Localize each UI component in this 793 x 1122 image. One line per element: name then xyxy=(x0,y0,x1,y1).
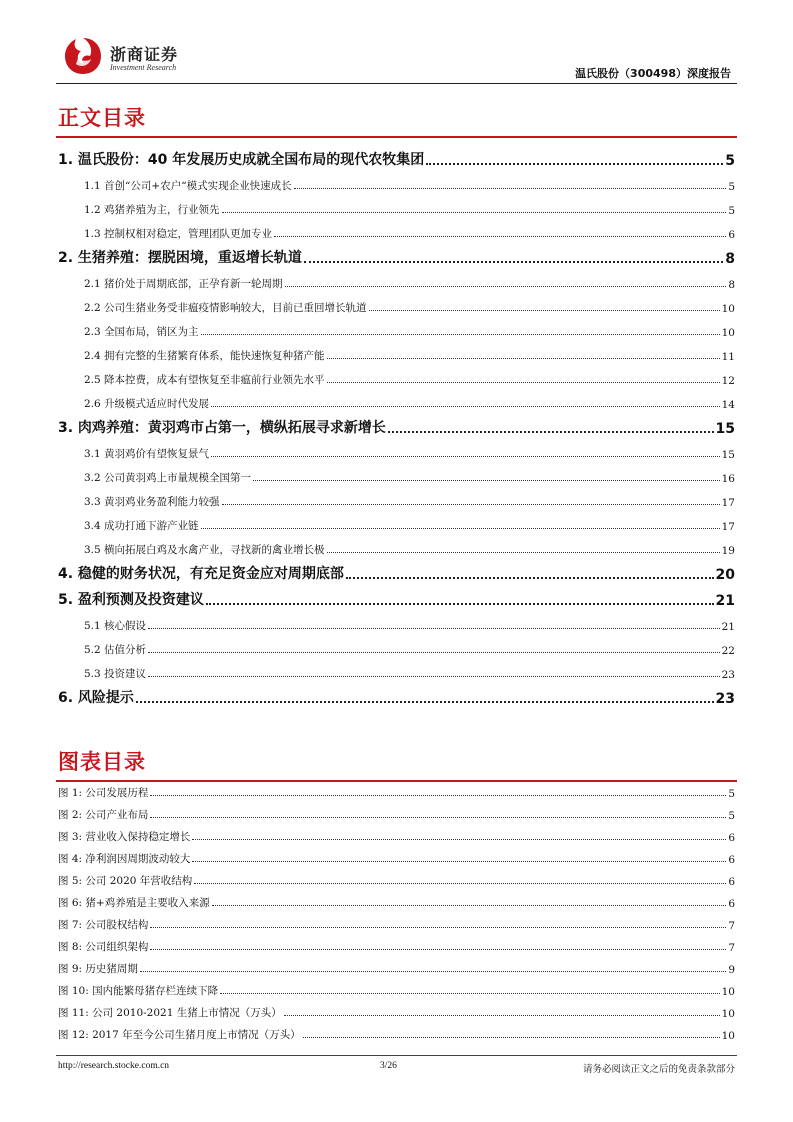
toc-entry-text: 2.6 升级模式适应时代发展 xyxy=(84,398,210,410)
toc-entry-text: 3.1 黄羽鸡价有望恢复景气 xyxy=(84,448,210,460)
figure-entry[interactable] xyxy=(58,958,735,976)
dot-leader xyxy=(192,839,726,840)
toc-entry-text: 5.1 核心假设 xyxy=(84,620,147,632)
toc-entry-page: 10 xyxy=(721,303,735,315)
figure-entry-page: 10 xyxy=(721,1030,735,1042)
figure-entry-page: 6 xyxy=(728,898,735,910)
toc-entry-page: 21 xyxy=(715,593,735,609)
figure-entry[interactable] xyxy=(58,980,735,998)
dot-leader xyxy=(206,603,714,605)
toc-entry-text: 1.3 控制权相对稳定，管理团队更加专业 xyxy=(84,228,273,240)
figures-title: 图表目录 xyxy=(58,750,146,774)
figure-entry[interactable] xyxy=(58,804,735,822)
toc-entry-page: 17 xyxy=(721,521,735,533)
toc-entry[interactable] xyxy=(58,591,735,609)
figure-entry[interactable] xyxy=(58,914,735,932)
toc-entry[interactable] xyxy=(84,297,735,315)
dot-leader xyxy=(304,261,723,263)
dot-leader xyxy=(211,456,720,457)
dot-leader xyxy=(201,334,720,335)
toc-entry[interactable] xyxy=(84,321,735,339)
footer-url[interactable]: http://research.stocke.com.cn xyxy=(58,1061,170,1071)
dot-leader xyxy=(327,358,720,359)
toc-entry-text: 1. 温氏股份：40 年发展历史成就全国布局的现代农牧集团 xyxy=(58,152,425,168)
toc-entry-text: 2.3 全国布局，销区为主 xyxy=(84,326,199,338)
figure-entry-page: 9 xyxy=(728,964,735,976)
dot-leader xyxy=(150,927,726,928)
toc-entry-page: 8 xyxy=(728,279,735,291)
dot-leader xyxy=(327,552,720,553)
toc-entry-page: 12 xyxy=(721,375,735,387)
brand-name-cn: 浙商证券 xyxy=(110,45,179,64)
figure-entry-page: 10 xyxy=(721,1008,735,1020)
figure-entry-text: 图 12: 2017 年至今公司生猪月度上市情况（万头） xyxy=(58,1029,301,1041)
toc-entry[interactable] xyxy=(84,369,735,387)
dot-leader xyxy=(136,701,714,703)
figure-entry-text: 图 2: 公司产业布局 xyxy=(58,809,149,821)
toc-entry[interactable] xyxy=(58,565,735,583)
dot-leader xyxy=(212,905,727,906)
toc-entry-text: 5.2 估值分析 xyxy=(84,644,147,656)
toc-entry[interactable] xyxy=(84,223,735,241)
toc-entry-page: 21 xyxy=(721,621,735,633)
dot-leader xyxy=(253,480,720,481)
dot-leader xyxy=(148,652,720,653)
figure-entry[interactable] xyxy=(58,1024,735,1042)
toc-entry-text: 1.2 鸡猪养殖为主，行业领先 xyxy=(84,204,220,216)
figure-entry-page: 6 xyxy=(728,876,735,888)
toc-entry[interactable] xyxy=(84,175,735,193)
dot-leader xyxy=(294,188,727,189)
toc-entry-text: 5.3 投资建议 xyxy=(84,668,147,680)
toc-entry-page: 5 xyxy=(728,181,735,193)
dot-leader xyxy=(303,1037,720,1038)
toc-entry-text: 2.1 猪价处于周期底部，正孕育新一轮周期 xyxy=(84,278,283,290)
toc-entry-text: 3.5 横向拓展白鸡及水禽产业，寻找新的禽业增长极 xyxy=(84,544,325,556)
toc-entry[interactable] xyxy=(84,663,735,681)
figure-entry-text: 图 1: 公司发展历程 xyxy=(58,787,149,799)
figure-entry[interactable] xyxy=(58,826,735,844)
toc-entry-text: 2.4 拥有完整的生猪繁育体系，能快速恢复种猪产能 xyxy=(84,350,325,362)
toc-entry-text: 6. 风险提示 xyxy=(58,690,134,706)
toc-entry-text: 3.4 成功打通下游产业链 xyxy=(84,520,199,532)
toc-entry-text: 5. 盈利预测及投资建议 xyxy=(58,592,204,608)
toc-entry-page: 6 xyxy=(728,229,735,241)
toc-entry[interactable] xyxy=(58,151,735,169)
toc-entry-page: 19 xyxy=(721,545,735,557)
toc-entry-text: 4. 稳健的财务状况，有充足资金应对周期底部 xyxy=(58,566,344,582)
dot-leader xyxy=(222,504,720,505)
toc-entry-text: 3. 肉鸡养殖：黄羽鸡市占第一，横纵拓展寻求新增长 xyxy=(58,420,386,436)
dot-leader xyxy=(220,993,720,994)
figure-entry[interactable] xyxy=(58,848,735,866)
toc-entry-page: 10 xyxy=(721,327,735,339)
toc-entry-page: 17 xyxy=(721,497,735,509)
figure-entry-text: 图 5: 公司 2020 年营收结构 xyxy=(58,875,193,887)
toc-entry-page: 5 xyxy=(728,205,735,217)
toc-entry[interactable] xyxy=(58,419,735,437)
figure-entry-page: 7 xyxy=(728,920,735,932)
dot-leader xyxy=(426,163,723,165)
dot-leader xyxy=(192,861,726,862)
toc-entry-text: 2.5 降本控费，成本有望恢复至非瘟前行业领先水平 xyxy=(84,374,325,386)
brand-name-en: Investment Research xyxy=(110,63,177,72)
toc-entry[interactable] xyxy=(84,615,735,633)
toc-entry-page: 8 xyxy=(725,251,735,267)
toc-entry[interactable] xyxy=(84,467,735,485)
dot-leader xyxy=(327,382,720,383)
figure-entry-text: 图 7: 公司股权结构 xyxy=(58,919,149,931)
figure-entry-text: 图 4: 净利润因周期波动较大 xyxy=(58,853,191,865)
toc-entry-page: 15 xyxy=(715,421,735,437)
toc-entry[interactable] xyxy=(84,199,735,217)
figure-entry[interactable] xyxy=(58,936,735,954)
figure-entry-text: 图 6: 猪+鸡养殖是主要收入来源 xyxy=(58,897,210,909)
dot-leader xyxy=(211,406,720,407)
toc-title-divider xyxy=(56,136,737,138)
dot-leader xyxy=(201,528,720,529)
dot-leader xyxy=(274,236,726,237)
toc-entry-page: 23 xyxy=(715,691,735,707)
toc-entry-text: 3.2 公司黄羽鸡上市量规模全国第一 xyxy=(84,472,252,484)
dot-leader xyxy=(150,949,726,950)
brand-logo-icon xyxy=(63,36,103,76)
toc-entry[interactable] xyxy=(84,639,735,657)
dot-leader xyxy=(194,883,726,884)
dot-leader xyxy=(284,1015,720,1016)
dot-leader xyxy=(285,286,727,287)
toc-entry-page: 5 xyxy=(725,153,735,169)
toc-entry-page: 14 xyxy=(721,399,735,411)
toc-entry-text: 2.2 公司生猪业务受非瘟疫情影响较大，目前已重回增长轨道 xyxy=(84,302,367,314)
figure-entry-page: 6 xyxy=(728,832,735,844)
disclaimer-note: 请务必阅读正文之后的免责条款部分 xyxy=(582,1064,735,1075)
figure-entry-text: 图 9: 历史猪周期 xyxy=(58,963,138,975)
dot-leader xyxy=(140,971,726,972)
toc-entry[interactable] xyxy=(84,393,735,411)
toc-entry-text: 1.1 首创“公司+农户“模式实现企业快速成长 xyxy=(84,180,292,192)
dot-leader xyxy=(148,676,720,677)
toc-entry-page: 15 xyxy=(721,449,735,461)
footer-divider xyxy=(56,1055,737,1056)
header-divider xyxy=(56,83,737,84)
figure-entry[interactable] xyxy=(58,782,735,800)
toc-entry[interactable] xyxy=(84,443,735,461)
figure-entry-text: 图 10: 国内能繁母猪存栏连续下降 xyxy=(58,985,219,997)
toc-entry[interactable] xyxy=(58,249,735,267)
figure-entry-page: 5 xyxy=(728,788,735,800)
toc-title: 正文目录 xyxy=(58,106,146,130)
figure-entry[interactable] xyxy=(58,892,735,910)
toc-entry-text: 3.3 黄羽鸡业务盈利能力较强 xyxy=(84,496,220,508)
dot-leader xyxy=(388,431,714,433)
dot-leader xyxy=(150,817,726,818)
figure-entry-page: 7 xyxy=(728,942,735,954)
toc-entry[interactable] xyxy=(84,273,735,291)
figure-entry-page: 10 xyxy=(721,986,735,998)
toc-entry-page: 22 xyxy=(721,645,735,657)
dot-leader xyxy=(346,577,714,579)
figure-entry[interactable] xyxy=(58,870,735,888)
figure-entry-text: 图 3: 营业收入保持稳定增长 xyxy=(58,831,191,843)
dot-leader xyxy=(222,212,727,213)
toc-entry-page: 20 xyxy=(715,567,735,583)
dot-leader xyxy=(148,628,720,629)
toc-entry[interactable] xyxy=(84,515,735,533)
toc-entry[interactable] xyxy=(84,345,735,363)
figure-entry-text: 图 11: 公司 2010-2021 生猪上市情况（万头） xyxy=(58,1007,282,1019)
dot-leader xyxy=(369,310,720,311)
figure-entry-page: 6 xyxy=(728,854,735,866)
figure-entry-page: 5 xyxy=(728,810,735,822)
dot-leader xyxy=(150,795,726,796)
toc-entry-page: 11 xyxy=(721,351,735,363)
toc-entry-text: 2. 生猪养殖：摆脱困境，重返增长轨道 xyxy=(58,250,302,266)
toc-entry[interactable] xyxy=(84,539,735,557)
figure-entry-text: 图 8: 公司组织架构 xyxy=(58,941,149,953)
figure-entry[interactable] xyxy=(58,1002,735,1020)
page-number: 3/26 xyxy=(380,1061,397,1071)
toc-entry[interactable] xyxy=(58,689,735,707)
toc-entry-page: 23 xyxy=(721,669,735,681)
report-title: 温氏股份（300498）深度报告 xyxy=(575,67,731,80)
toc-entry[interactable] xyxy=(84,491,735,509)
toc-entry-page: 16 xyxy=(721,473,735,485)
